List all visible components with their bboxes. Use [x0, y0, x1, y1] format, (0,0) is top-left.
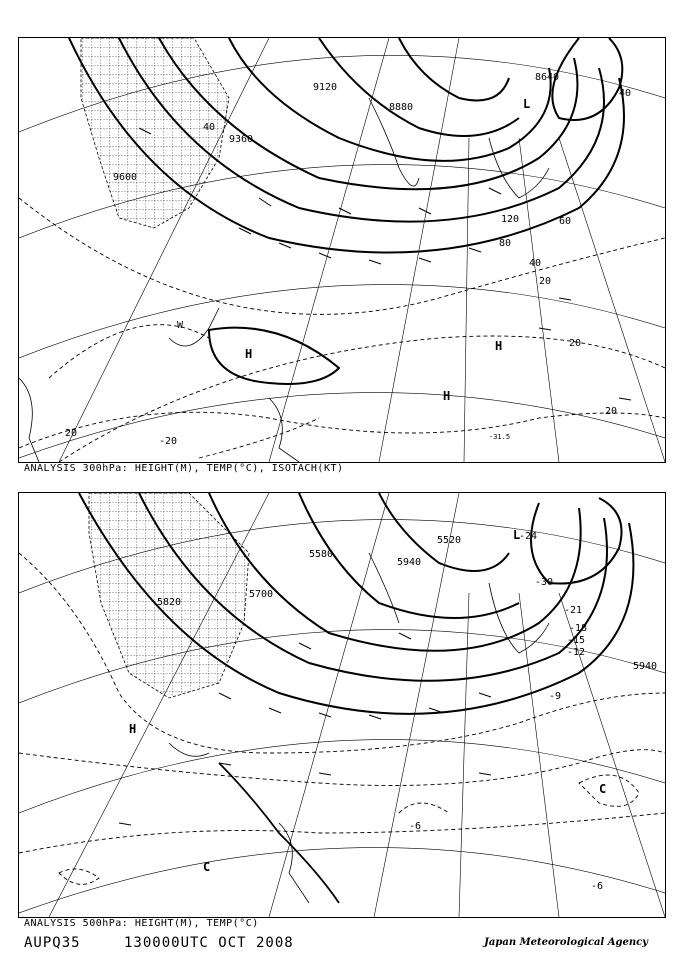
map-300hpa [18, 37, 666, 463]
height-label: 5940 [633, 661, 658, 672]
isotach-label: 60 [559, 216, 572, 227]
temp-label: -18 [569, 623, 588, 634]
map-500hpa-svg [19, 493, 665, 917]
height-label: 9600 [113, 172, 138, 183]
low-center: L [513, 528, 521, 542]
temp-label: -6 [409, 821, 422, 832]
bulletin-code: AUPQ35 [24, 935, 81, 951]
temp-label: -24 [519, 531, 538, 542]
height-label: 5700 [249, 589, 274, 600]
isotach-label: 20 [65, 428, 78, 439]
caption-300hpa: ANALYSIS 300hPa: HEIGHT(M), TEMP(°C), ISOTACH(KT) [24, 463, 344, 474]
cold-center: C [203, 860, 211, 874]
temp-label: -9 [549, 691, 562, 702]
temp-label: -6 [591, 881, 604, 892]
low-center: L [523, 97, 531, 111]
temp-label: -20 [159, 436, 178, 447]
isotach-label: 80 [499, 238, 512, 249]
warm-center: W [177, 320, 184, 331]
height-label: 5520 [437, 535, 462, 546]
height-label: 9360 [229, 134, 254, 145]
high-center: H [443, 389, 451, 403]
temp-label: -30 [535, 577, 554, 588]
caption-500hpa: ANALYSIS 500hPa: HEIGHT(M), TEMP(°C) [24, 918, 259, 929]
map-300hpa-svg [19, 38, 665, 462]
temp-label: -21 [564, 605, 583, 616]
height-label: 5580 [309, 549, 334, 560]
height-label: 5820 [157, 597, 182, 608]
height-label: 8640 [535, 72, 560, 83]
temp-label: -15 [567, 635, 586, 646]
isotach-label: 40 [619, 88, 632, 99]
isotach-label: 40 [203, 122, 216, 133]
agency-name: Japan Meteorological Agency [484, 937, 648, 948]
temp-label: -31.5 [489, 433, 511, 441]
isotach-label: 40 [529, 258, 542, 269]
height-label: 8880 [389, 102, 414, 113]
isotach-label: 20 [605, 406, 618, 417]
hatched-region [81, 38, 229, 228]
isotach-label: 20 [539, 276, 552, 287]
analysis-datetime: 130000UTC OCT 2008 [124, 935, 294, 951]
height-label: 5940 [397, 557, 422, 568]
cold-center: C [599, 782, 607, 796]
high-center: H [495, 339, 503, 353]
isotach-label: 20 [569, 338, 582, 349]
high-center: H [129, 722, 137, 736]
temp-label: -12 [567, 647, 586, 658]
height-label: 9120 [313, 82, 338, 93]
high-center: H [245, 347, 253, 361]
isotach-label: 120 [501, 214, 520, 225]
isotach-contours [19, 198, 665, 462]
map-500hpa [18, 492, 666, 918]
